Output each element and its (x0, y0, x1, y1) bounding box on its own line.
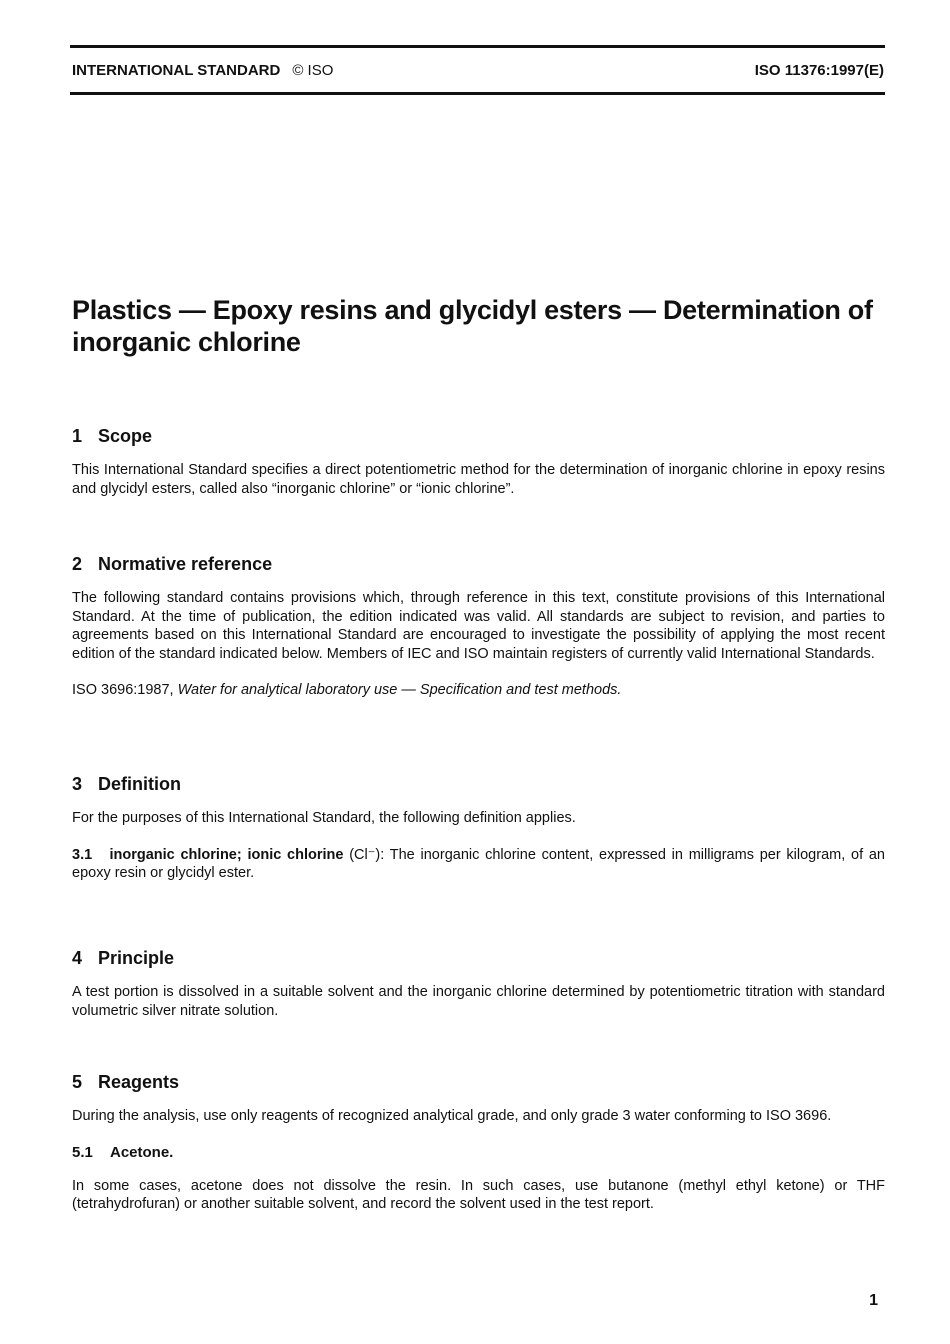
section-heading (72, 948, 885, 969)
section-number: 5 (72, 1072, 83, 1092)
section-number: 3 (72, 774, 83, 794)
definition-entry (72, 846, 885, 883)
section-principle (72, 948, 885, 1020)
subsection-heading (72, 1144, 885, 1161)
definition-number: 3.1 (72, 846, 93, 863)
section-title: Definition (98, 774, 181, 794)
section-number: 2 (72, 554, 83, 574)
page-number: 1 (869, 1292, 878, 1309)
reference-entry (72, 681, 885, 700)
header-standard-label (72, 62, 333, 79)
header-copyright: © ISO (292, 62, 334, 79)
header-rule-top (70, 45, 885, 48)
reference-title: Water for analytical laboratory use — Specification and test methods. (177, 682, 622, 698)
header-title: INTERNATIONAL STANDARD (72, 62, 281, 79)
subsection-acetone (72, 1144, 885, 1214)
section-scope (72, 426, 885, 498)
section-number: 1 (72, 426, 83, 446)
section-normative-reference (72, 554, 885, 700)
section-paragraph: A test portion is dissolved in a suitable solvent and the inorganic chlorine determined by potentiometric titration with standard volumetric silver nitrate solution. (72, 984, 885, 1019)
section-heading (72, 774, 885, 795)
section-title: Principle (98, 948, 175, 968)
section-heading (72, 1072, 885, 1093)
reference-code: ISO 3696:1987, (72, 682, 174, 698)
document-title: Plastics — Epoxy resins and glycidyl esters — Determination of inorganic chlorine (72, 295, 873, 357)
section-definition (72, 774, 885, 883)
subsection-number: 5.1 (72, 1143, 93, 1161)
subsection-title: Acetone. (110, 1143, 174, 1161)
section-reagents (72, 1072, 885, 1214)
section-number: 4 (72, 948, 83, 968)
section-paragraph: For the purposes of this International Standard, the following definition applies. (72, 810, 576, 826)
header-rule-bottom (70, 92, 885, 95)
header-document-code: ISO 11376:1997(E) (754, 62, 884, 79)
section-heading (72, 426, 885, 447)
section-paragraph: This International Standard specifies a direct potentiometric method for the determination of inorganic chlorine in epoxy resins and glycidyl esters, called also “inorganic chlorine” or “ionic chlorine”. (72, 462, 885, 497)
section-paragraph: The following standard contains provisions which, through reference in this text, constitute provisions of this International Standard. At the time of publication, the edition indicated was valid. All standards are subject to revision, and parties to agreements based on this International Standard are encouraged to investigate the possibility of applying the most recent edition of the standard indicated below. Members of IEC and ISO maintain registers of currently valid International Standards. (72, 590, 885, 662)
definition-term: inorganic chlorine; ionic chlorine (109, 846, 344, 863)
section-heading (72, 554, 885, 575)
section-title: Normative reference (98, 554, 273, 574)
section-title: Reagents (98, 1072, 180, 1092)
section-paragraph: During the analysis, use only reagents of recognized analytical grade, and only grade 3 water conforming to ISO 3696. (72, 1108, 832, 1124)
definition-text: The inorganic chlorine content, expressed in milligrams per kilogram, of an epoxy resin or glycidyl ester. (72, 846, 885, 881)
section-title: Scope (98, 426, 153, 446)
definition-symbol: (Cl⁻): (349, 846, 385, 863)
subsection-paragraph: In some cases, acetone does not dissolve the resin. In such cases, use butanone (methyl ethyl ketone) or THF (tetrahydrofuran) or another suitable solvent, and record the solvent used in the test report. (72, 1177, 885, 1212)
